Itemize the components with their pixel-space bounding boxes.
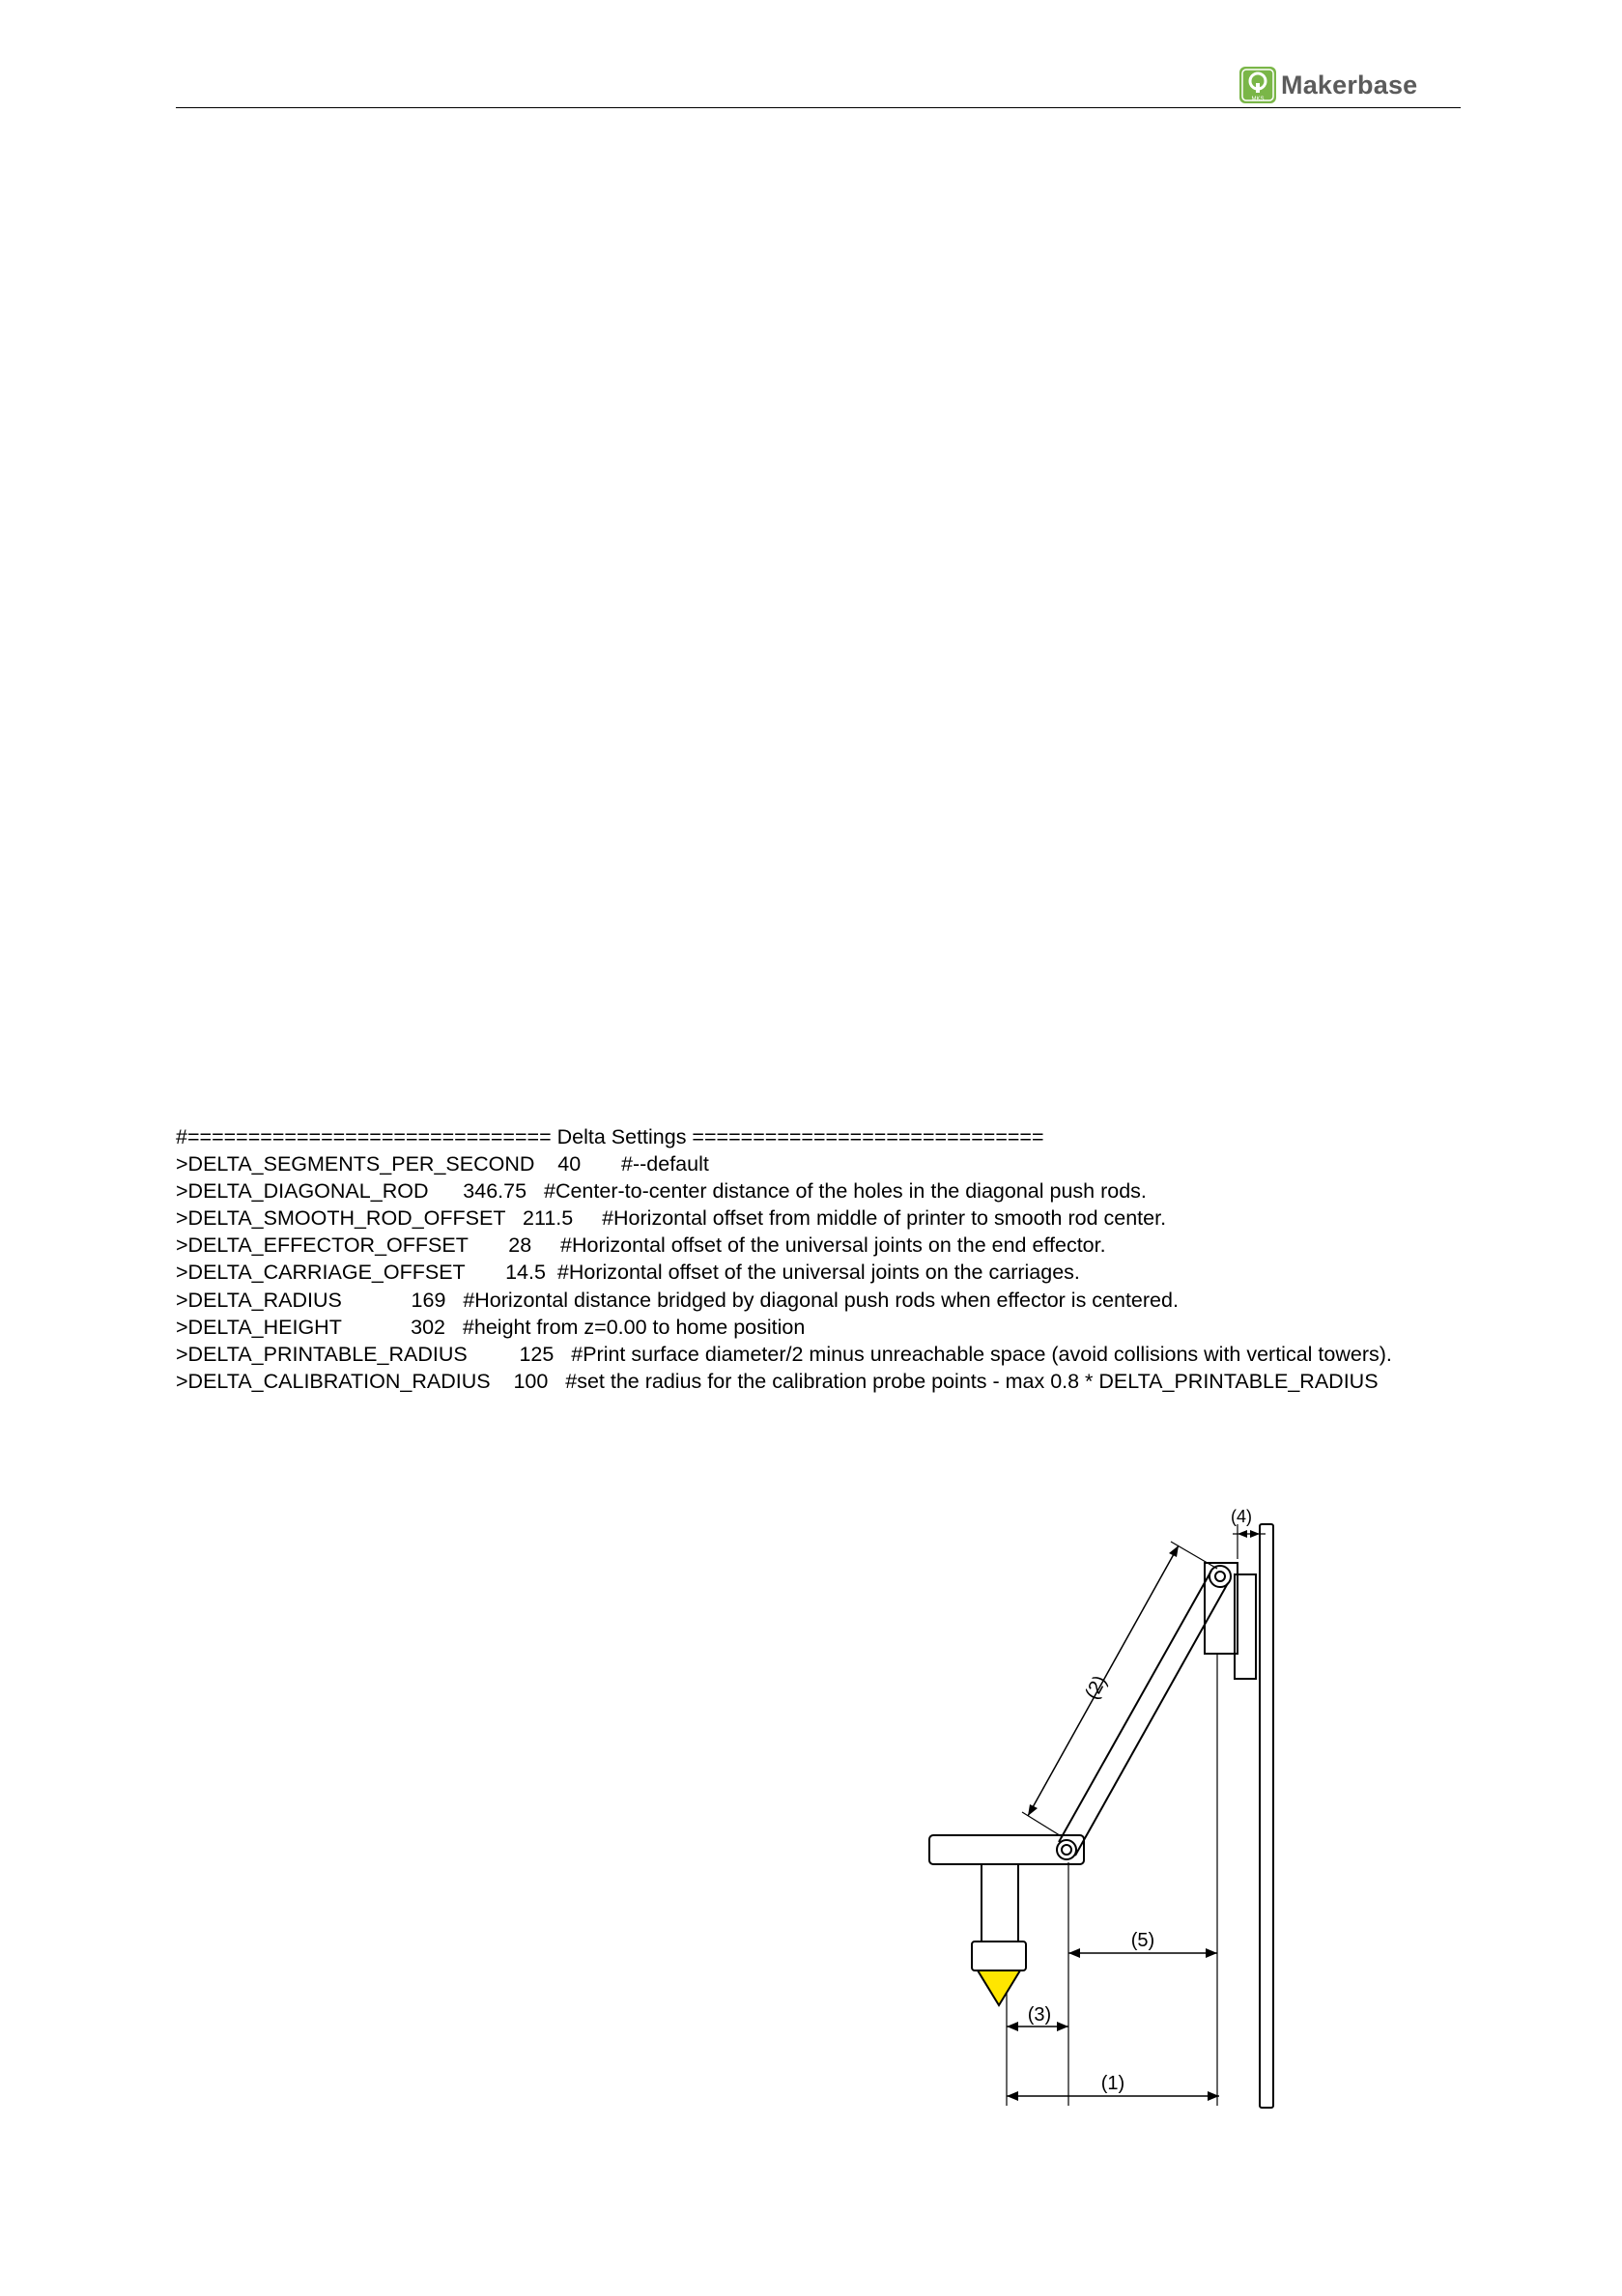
nozzle-tip	[978, 1970, 1020, 2005]
config-line: >DELTA_EFFECTOR_OFFSET 28 #Horizontal offset of the universal joints on the end effector.	[176, 1233, 1106, 1258]
label-smooth-rod-offset: (5)	[1130, 1930, 1155, 1951]
hotend-heater	[972, 1942, 1026, 1970]
tower-rail	[1260, 1524, 1273, 2108]
config-line: >DELTA_SMOOTH_ROD_OFFSET 211.5 #Horizontal offset from middle of printer to smooth rod center.	[176, 1206, 1167, 1231]
label-diagonal-rod: (2)	[1081, 1672, 1112, 1704]
diagonal-rod-edge	[1059, 1571, 1211, 1842]
label-carriage-offset: (4)	[1231, 1507, 1252, 1526]
config-line: >DELTA_SEGMENTS_PER_SECOND 40 #--default	[176, 1152, 709, 1176]
delta-settings-block	[176, 1123, 1461, 1395]
arrowhead	[1057, 2022, 1068, 2031]
brand-name: Makerbase	[1281, 71, 1418, 99]
arrowhead	[1238, 1530, 1247, 1538]
extension-line	[1171, 1542, 1217, 1569]
arrowhead	[1007, 2091, 1018, 2101]
arrowhead	[1068, 1948, 1080, 1958]
effector-joint	[1057, 1840, 1076, 1859]
arrowhead	[1028, 1804, 1038, 1816]
config-line: >DELTA_DIAGONAL_ROD 346.75 #Center-to-center distance of the holes in the diagonal push rods.	[176, 1179, 1147, 1204]
label-effector-offset: (3)	[1027, 2004, 1052, 2026]
mks-logo-icon	[1238, 66, 1277, 104]
config-line: >DELTA_RADIUS 169 #Horizontal distance bridged by diagonal push rods when effector is centered.	[176, 1288, 1179, 1312]
config-line: >DELTA_PRINTABLE_RADIUS 125 #Print surface diameter/2 minus unreachable space (avoid collisions with vertical towers).	[176, 1342, 1392, 1366]
effector-joint-inner	[1062, 1845, 1071, 1855]
makerbase-logo	[1238, 66, 1417, 104]
diagonal-rod-edge	[1075, 1583, 1228, 1856]
arrowhead	[1007, 2022, 1018, 2031]
header-divider	[176, 107, 1461, 108]
arrowhead	[1206, 1948, 1217, 1958]
arrowhead	[1250, 1530, 1260, 1538]
extension-line	[1022, 1812, 1063, 1837]
label-delta-radius: (1)	[1100, 2073, 1125, 2094]
carriage-joint-inner	[1215, 1572, 1225, 1581]
hotend-body	[982, 1864, 1018, 1942]
logo-badge-text: MKS	[1251, 97, 1265, 102]
delta-geometry-diagram	[908, 1507, 1314, 2125]
config-line: >DELTA_CARRIAGE_OFFSET 14.5 #Horizontal offset of the universal joints on the carriages.	[176, 1261, 1080, 1285]
config-line: >DELTA_HEIGHT 302 #height from z=0.00 to home position	[176, 1315, 806, 1339]
config-line: >DELTA_CALIBRATION_RADIUS 100 #set the radius for the calibration probe points - max 0.8 * DELTA_PRINTABLE_RADIUS	[176, 1369, 1379, 1393]
config-line: #============================== Delta Settings =============================	[176, 1125, 1044, 1148]
arrowhead	[1169, 1545, 1179, 1557]
